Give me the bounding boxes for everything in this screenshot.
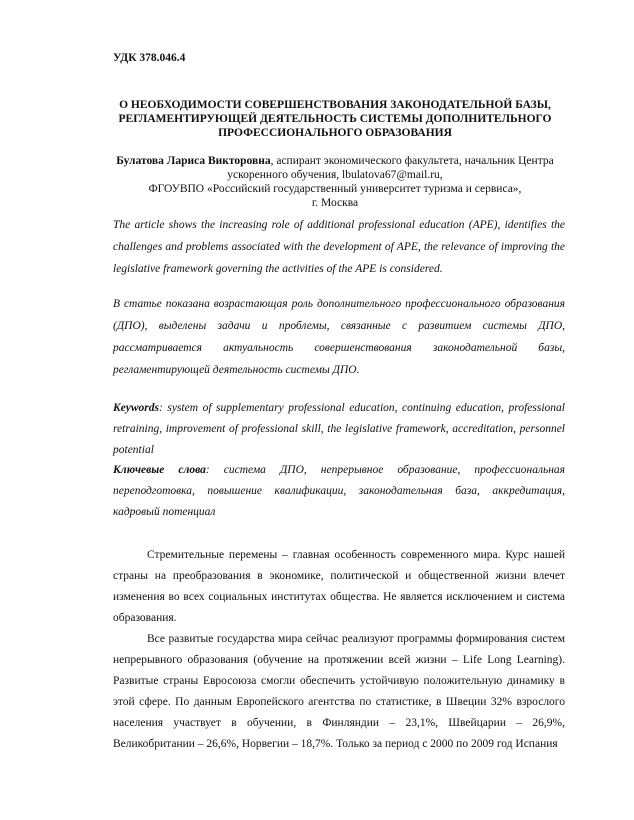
abstract-ru: В статье показана возрастающая роль дополнительного профессионального образования (ДПО), выделены задачи и проблемы, связанные с развитием системы ДПО, рассматривается актуальность совершенствования законодательной базы, регламентирующей деятельность системы ДПО. [113,298,565,376]
author-affiliation: ФГОУВПО «Российский государственный университет туризма и сервиса», [148,183,522,195]
body-text [113,545,565,755]
body-paragraph: Все развитые государства мира сейчас реализуют программы формирования систем непрерывного образования (обучение на протяжении всей жизни – Life Long Learning). Развитые страны Евросоюза смогли обеспечить устойчивую положительную динамику в этой сфере. По данным Европейского агентства по статистике, в Швеции 32% взрослого населения участвует в обучении, в Финляндии – 23,1%, Швейцарии – 26,9%, Великобритании – 26,6%, Норвегии – 18,7%. Только за период с 2000 по 2009 год Испания [113,633,565,750]
body-paragraph: Стремительные перемены – главная особенность современного мира. Курс нашей страны на преобразования в экономике, политической и общественной жизни влечет изменения во всех социальных институтах общества. Не является исключением и система образования. [113,549,565,624]
udk-code: УДК 378.046.4 [113,52,186,64]
paper-title: О НЕОБХОДИМОСТИ СОВЕРШЕНСТВОВАНИЯ ЗАКОНОДАТЕЛЬНОЙ БАЗЫ, РЕГЛАМЕНТИРУЮЩЕЙ ДЕЯТЕЛЬНОСТЬ СИСТЕМЫ ДОПОЛНИТЕЛЬНОГО ПРОФЕССИОНАЛЬНОГО ОБРАЗОВАНИЯ [118,99,552,139]
keywords-ru [113,460,565,523]
author-city: г. Москва [311,197,359,209]
author-details: , аспирант экономического факультета, начальник Центра ускоренного обучения, lbulatova67@mail.ru, [227,155,554,181]
abstract-en: The article shows the increasing role of additional professional education (APE), identifies the challenges and problems associated with the development of APE, the relevance of improving the legislative framework governing the activities of the APE is considered. [113,219,565,275]
keywords-en [113,398,565,461]
keywords-ru-label: Ключевые слова [113,464,206,476]
keywords-ru-text: : система ДПО, непрерывное образование, профессиональная переподготовка, повышение квалификации, законодательная база, аккредитация, кадровый потенциал [113,464,565,518]
author-name: Булатова Лариса Викторовна [116,155,271,167]
keywords-en-label: Keywords [113,402,159,414]
keywords-en-text: : system of supplementary professional education, continuing education, professional retraining, improvement of professional skill, the legislative framework, accreditation, personnel potential [113,402,565,456]
author-block [100,154,570,210]
